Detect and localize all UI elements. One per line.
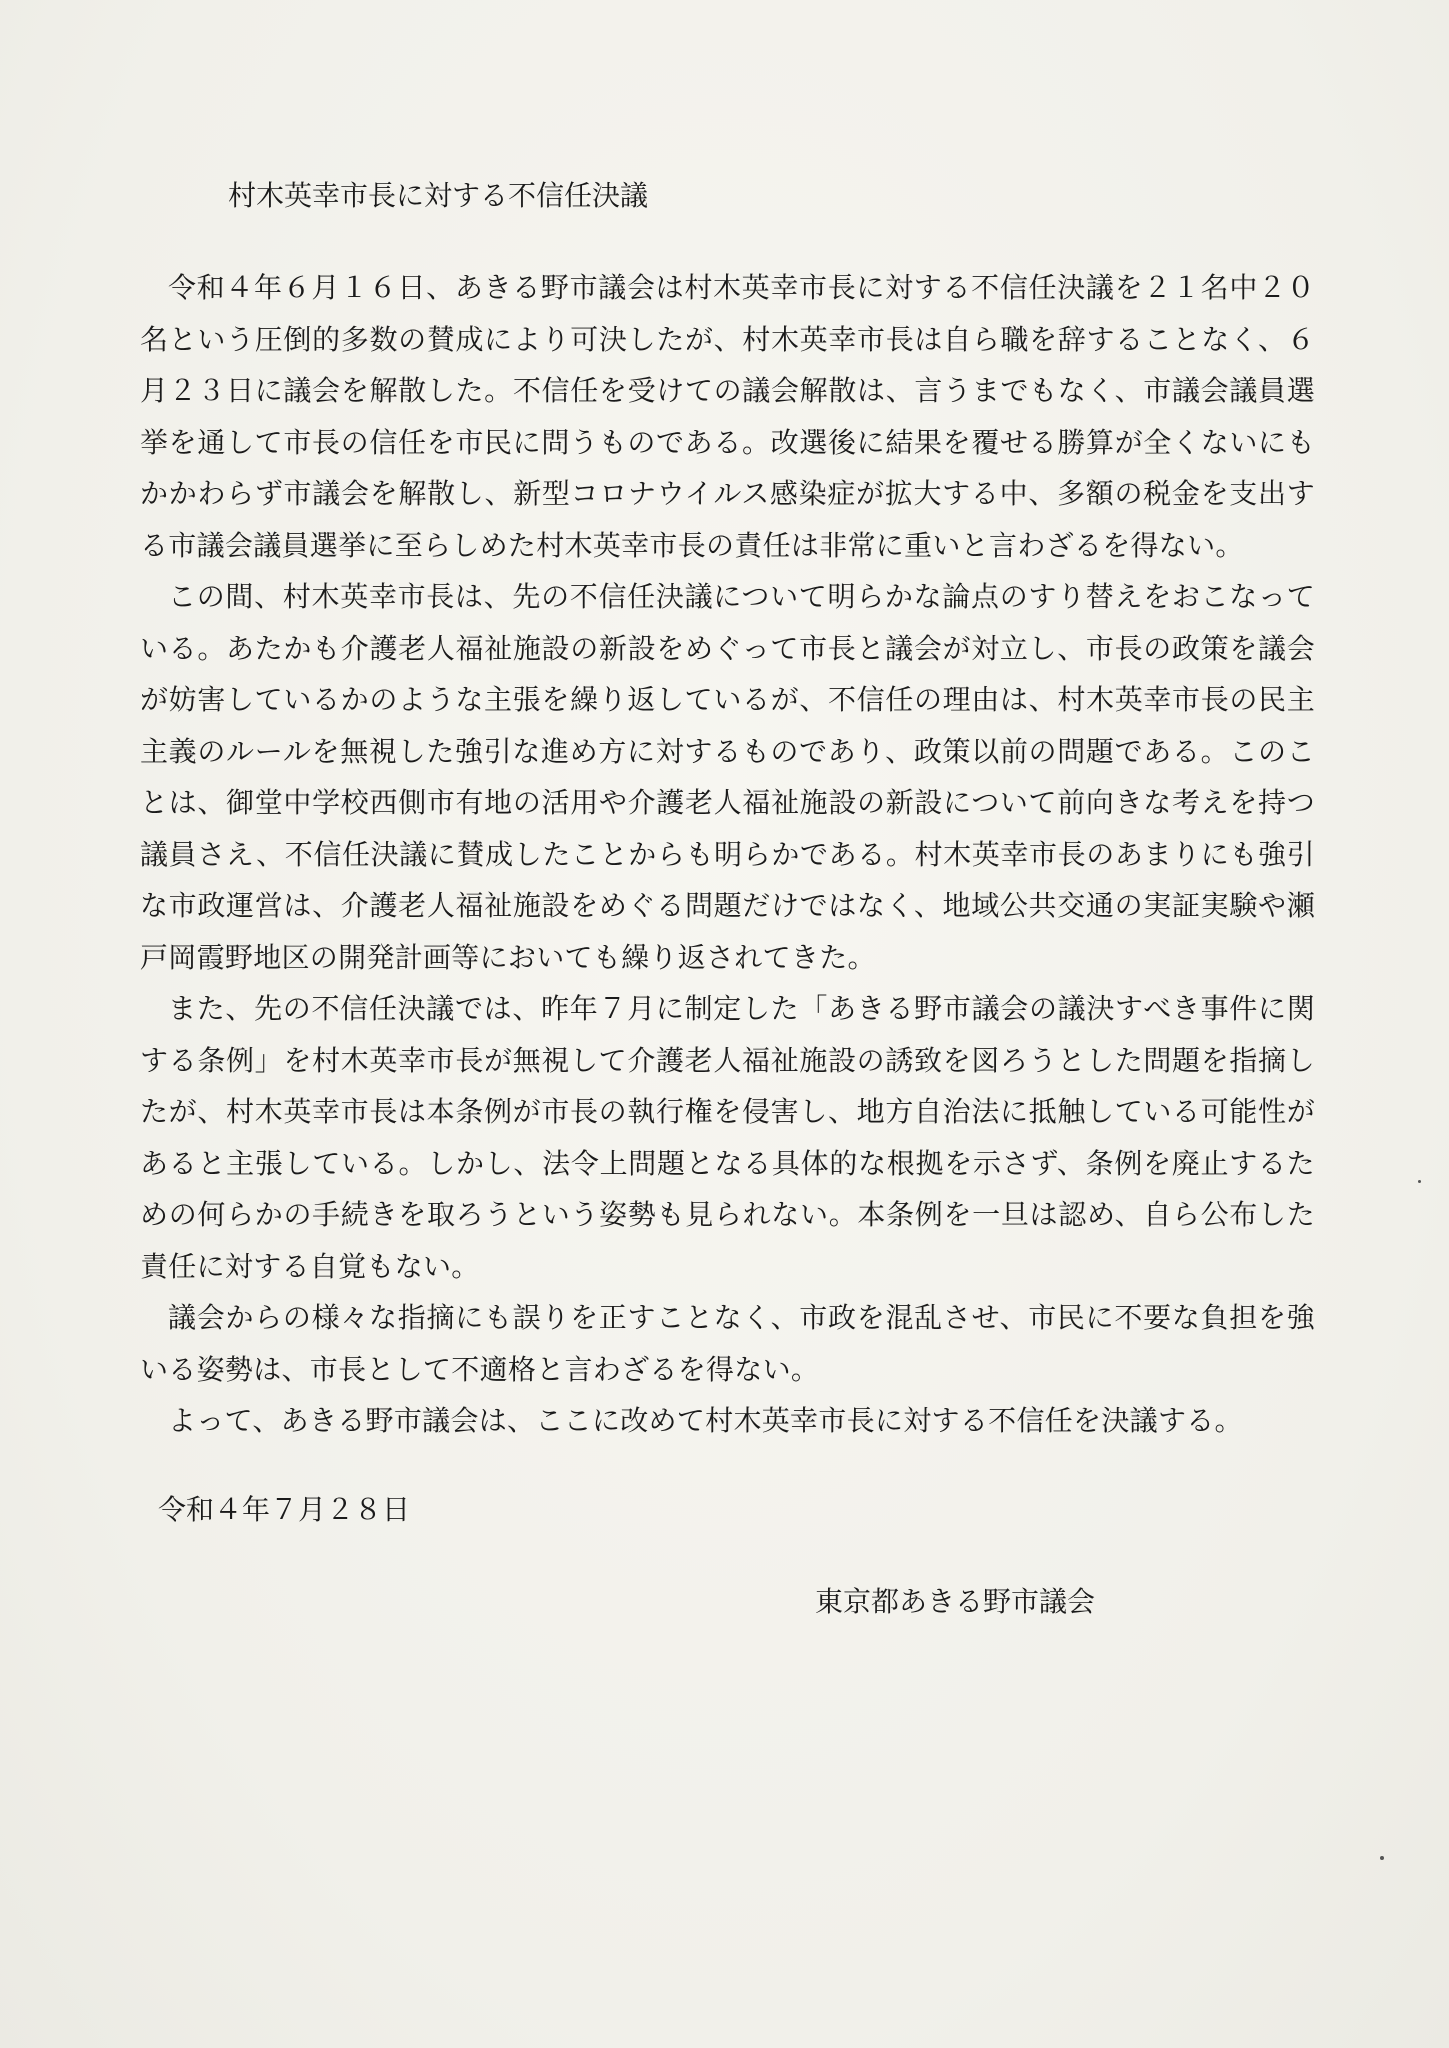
paragraph-4: 議会からの様々な指摘にも誤りを正すことなく、市政を混乱させ、市民に不要な負担を強いる姿勢は、市長として不適格と言わざるを得ない。 bbox=[140, 1301, 1315, 1386]
resolution-date: 令和４年７月２８日 bbox=[158, 1493, 411, 1526]
scan-speck bbox=[1380, 1856, 1384, 1860]
issuer-name: 東京都あきる野市議会 bbox=[815, 1585, 1096, 1618]
scan-speck bbox=[1418, 1180, 1421, 1183]
paragraph-1: 令和４年６月１６日、あきる野市議会は村木英幸市長に対する不信任決議を２１名中２０名という圧倒的多数の賛成により可決したが、村木英幸市長は自ら職を辞することなく、６月２３日に議会を解散した。不信任を受けての議会解散は、言うまでもなく、市議会議員選挙を通して市長の信任を市民に問うものである。改選後に結果を覆せる勝算が全くないにもかかわらず市議会を解散し、新型コロナウイルス感染症が拡大する中、多額の税金を支出する市議会議員選挙に至らしめた村木英幸市長の責任は非常に重いと言わざるを得ない。 bbox=[140, 271, 1315, 562]
paragraph-2: この間、村木英幸市長は、先の不信任決議について明らかな論点のすり替えをおこなっている。あたかも介護老人福祉施設の新設をめぐって市長と議会が対立し、市長の政策を議会が妨害しているかのような主張を繰り返しているが、不信任の理由は、村木英幸市長の民主主義のルールを無視した強引な進め方に対するものであり、政策以前の問題である。このことは、御堂中学校西側市有地の活用や介護老人福祉施設の新設について前向きな考えを持つ議員さえ、不信任決議に賛成したことからも明らかである。村木英幸市長のあまりにも強引な市政運営は、介護老人福祉施設をめぐる問題だけではなく、地域公共交通の実証実験や瀬戸岡霞野地区の開発計画等においても繰り返されてきた。 bbox=[140, 580, 1315, 974]
paragraph-3: また、先の不信任決議では、昨年７月に制定した「あきる野市議会の議決すべき事件に関する条例」を村木英幸市長が無視して介護老人福祉施設の誘致を図ろうとした問題を指摘したが、村木英幸市長は本条例が市長の執行権を侵害し、地方自治法に抵触している可能性があると主張している。しかし、法令上問題となる具体的な根拠を示さず、条例を廃止するための何らかの手続きを取ろうという姿勢も見られない。本条例を一旦は認め、自ら公布した責任に対する自覚もない。 bbox=[140, 992, 1315, 1283]
document-body bbox=[140, 262, 1315, 1447]
paragraph-5: よって、あきる野市議会は、ここに改めて村木英幸市長に対する不信任を決議する。 bbox=[168, 1404, 1243, 1437]
document-title: 村木英幸市長に対する不信任決議 bbox=[228, 179, 649, 212]
